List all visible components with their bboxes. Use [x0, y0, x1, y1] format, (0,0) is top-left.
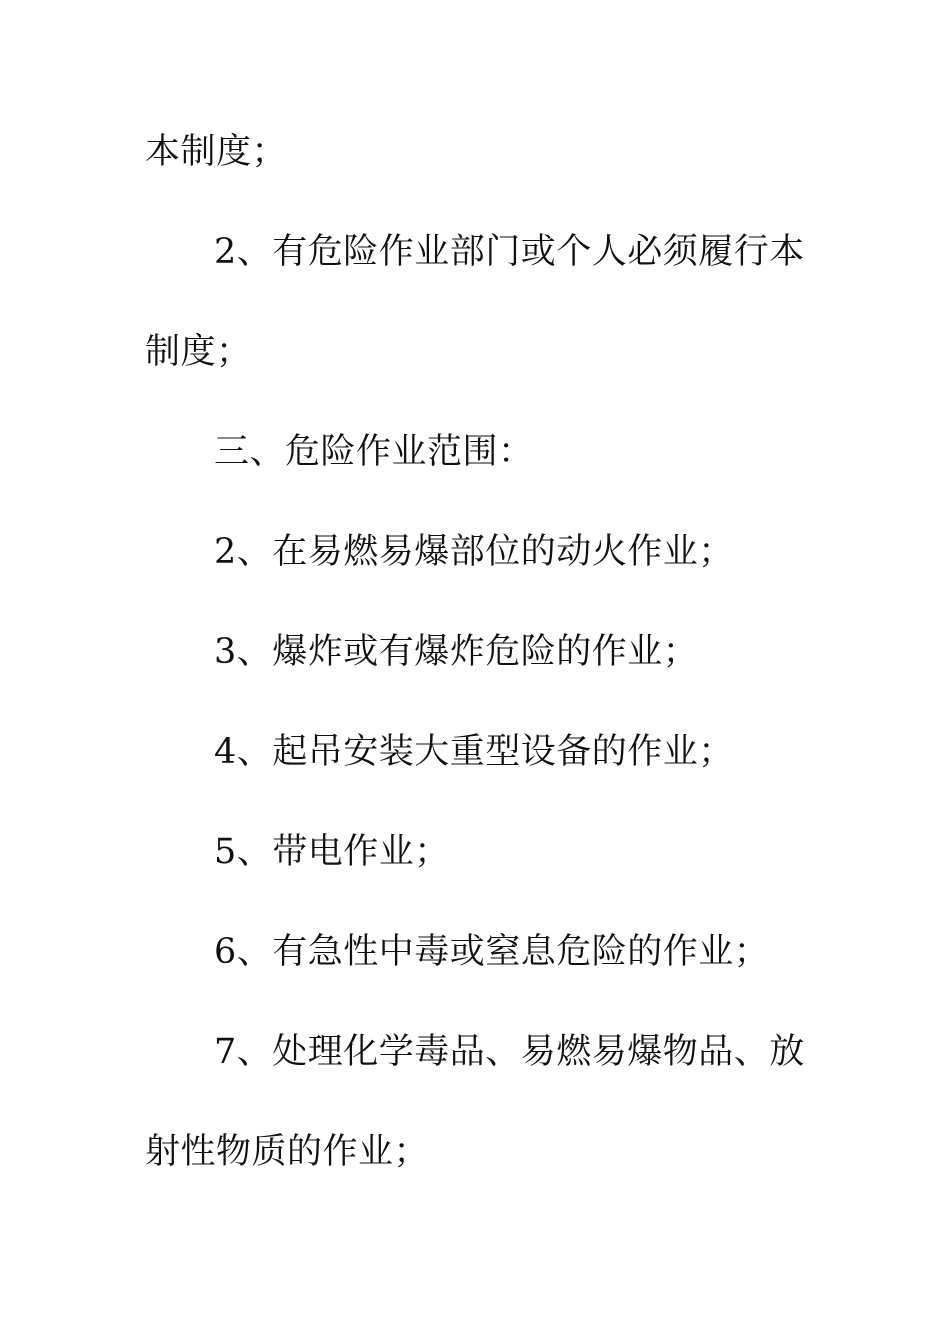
list-item-4: 4、起吊安装大重型设备的作业； — [214, 732, 734, 772]
list-item-7-continued: 射性物质的作业； — [145, 1132, 430, 1172]
list-item-2: 2、在易燃易爆部位的动火作业； — [214, 532, 734, 572]
section-heading: 三、危险作业范围： — [214, 432, 534, 472]
list-item-3: 3、爆炸或有爆炸危险的作业； — [214, 632, 699, 672]
list-item-5: 5、带电作业； — [214, 832, 450, 872]
text-line-2: 2、有危险作业部门或个人必须履行本 — [214, 232, 805, 272]
text-line-1: 本制度； — [145, 132, 288, 172]
text-line-3: 制度； — [145, 332, 252, 372]
list-item-6: 6、有急性中毒或窒息危险的作业； — [214, 932, 770, 972]
list-item-7: 7、处理化学毒品、易燃易爆物品、放 — [214, 1032, 805, 1072]
